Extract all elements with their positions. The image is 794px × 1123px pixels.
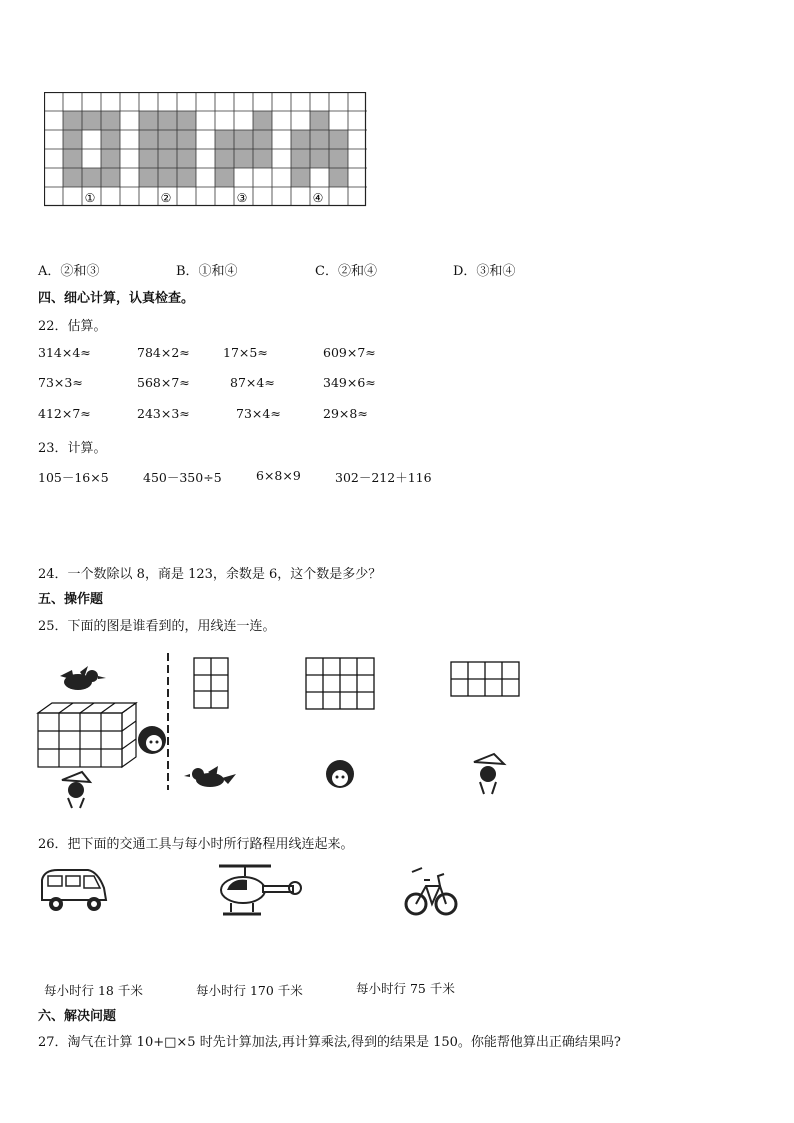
speed-label-170: 每小时行 170 千米 xyxy=(196,983,303,998)
shaded-cell xyxy=(139,168,158,187)
car-icon xyxy=(38,866,110,916)
section-4-title: 四、细心计算，认真检查。 xyxy=(38,291,195,306)
question-24: 24．一个数除以 8，商是 123，余数是 6，这个数是多少？ xyxy=(38,567,382,582)
question-25: 25．下面的图是谁看到的，用线连一连。 xyxy=(38,619,276,634)
shaded-grid-figure xyxy=(44,92,368,208)
section-6-title: 六、解决问题 xyxy=(38,1009,117,1024)
shaded-cell xyxy=(139,149,158,168)
option-d[interactable]: D．③和④ xyxy=(453,264,516,279)
shaded-cell xyxy=(139,111,158,130)
shaded-cell xyxy=(101,149,120,168)
shape-label-1: ① xyxy=(84,191,96,205)
shaded-cell xyxy=(82,111,101,130)
calc-item: 6×8×9 xyxy=(256,468,301,483)
shaded-cell xyxy=(329,130,348,149)
child-face-icon xyxy=(138,726,166,754)
bird-icon xyxy=(60,666,106,690)
shaded-cell xyxy=(215,168,234,187)
question-26: 26．把下面的交通工具与每小时所行路程用线连起来。 xyxy=(38,837,354,852)
helicopter-icon xyxy=(215,860,303,920)
estimate-item: 568×7≈ xyxy=(137,375,190,390)
calc-item: 450－350÷5 xyxy=(143,470,222,485)
option-c[interactable]: C．②和④ xyxy=(315,264,377,279)
shaded-cell xyxy=(291,130,310,149)
shaded-cell xyxy=(139,130,158,149)
speed-label-18: 每小时行 18 千米 xyxy=(44,983,143,998)
shaded-cell xyxy=(253,130,272,149)
estimate-item: 87×4≈ xyxy=(230,375,275,390)
view-figure-1 xyxy=(194,658,228,708)
shaded-cell xyxy=(329,168,348,187)
estimate-item: 243×3≈ xyxy=(137,406,190,421)
option-b[interactable]: B．①和④ xyxy=(176,264,238,279)
shaded-cell xyxy=(177,149,196,168)
section-5-title: 五、操作题 xyxy=(38,592,104,607)
bicycle-icon xyxy=(404,862,458,922)
shaded-cell xyxy=(329,149,348,168)
shaded-cell xyxy=(63,168,82,187)
shaded-cell xyxy=(234,130,253,149)
estimate-item: 17×5≈ xyxy=(223,345,268,360)
question-22-title: 22．估算。 xyxy=(38,319,107,334)
shape-label-3: ③ xyxy=(236,191,248,205)
shaded-cell xyxy=(291,149,310,168)
shape-label-2: ② xyxy=(160,191,172,205)
shaded-cell xyxy=(310,149,329,168)
viewing-figures xyxy=(30,648,530,813)
shaded-cell xyxy=(101,111,120,130)
shape-label-4: ④ xyxy=(312,191,324,205)
shaded-cell xyxy=(158,111,177,130)
view-figure-3 xyxy=(451,662,519,696)
question-27: 27．淘气在计算 10+□×5 时先计算加法,再计算乘法,得到的结果是 150。你能帮他算出正确结果吗? xyxy=(38,1035,621,1050)
shaded-cell xyxy=(101,130,120,149)
option-a[interactable]: A．②和③ xyxy=(38,264,100,279)
estimate-item: 314×4≈ xyxy=(38,345,91,360)
cube-stack xyxy=(38,703,136,767)
shaded-cell xyxy=(291,168,310,187)
shaded-cell xyxy=(158,149,177,168)
shaded-cell xyxy=(63,149,82,168)
estimate-item: 349×6≈ xyxy=(323,375,376,390)
bird-icon xyxy=(184,766,236,787)
speed-label-75: 每小时行 75 千米 xyxy=(356,981,455,996)
calc-item: 302－212＋116 xyxy=(335,470,432,485)
question-23-title: 23．计算。 xyxy=(38,441,107,456)
shaded-cell xyxy=(253,111,272,130)
estimate-item: 784×2≈ xyxy=(137,345,190,360)
shaded-cell xyxy=(310,130,329,149)
estimate-item: 29×8≈ xyxy=(323,406,368,421)
estimate-item: 73×3≈ xyxy=(38,375,83,390)
child-hat-icon xyxy=(62,772,90,808)
shaded-cell xyxy=(215,149,234,168)
shaded-cell xyxy=(177,130,196,149)
shaded-cell xyxy=(82,168,101,187)
child-face-icon xyxy=(326,760,354,788)
shaded-cell xyxy=(215,130,234,149)
shaded-cell xyxy=(158,168,177,187)
shaded-cell xyxy=(101,168,120,187)
calc-item: 105－16×5 xyxy=(38,470,109,485)
shaded-cell xyxy=(63,111,82,130)
child-hat-icon xyxy=(474,754,504,794)
shaded-cell xyxy=(177,111,196,130)
shaded-cell xyxy=(63,130,82,149)
estimate-item: 609×7≈ xyxy=(323,345,376,360)
shaded-cell xyxy=(234,149,253,168)
shaded-cell xyxy=(310,111,329,130)
estimate-item: 412×7≈ xyxy=(38,406,91,421)
estimate-item: 73×4≈ xyxy=(236,406,281,421)
shaded-cell xyxy=(158,130,177,149)
shaded-cell xyxy=(177,168,196,187)
shaded-cell xyxy=(253,149,272,168)
view-figure-2 xyxy=(306,658,374,709)
